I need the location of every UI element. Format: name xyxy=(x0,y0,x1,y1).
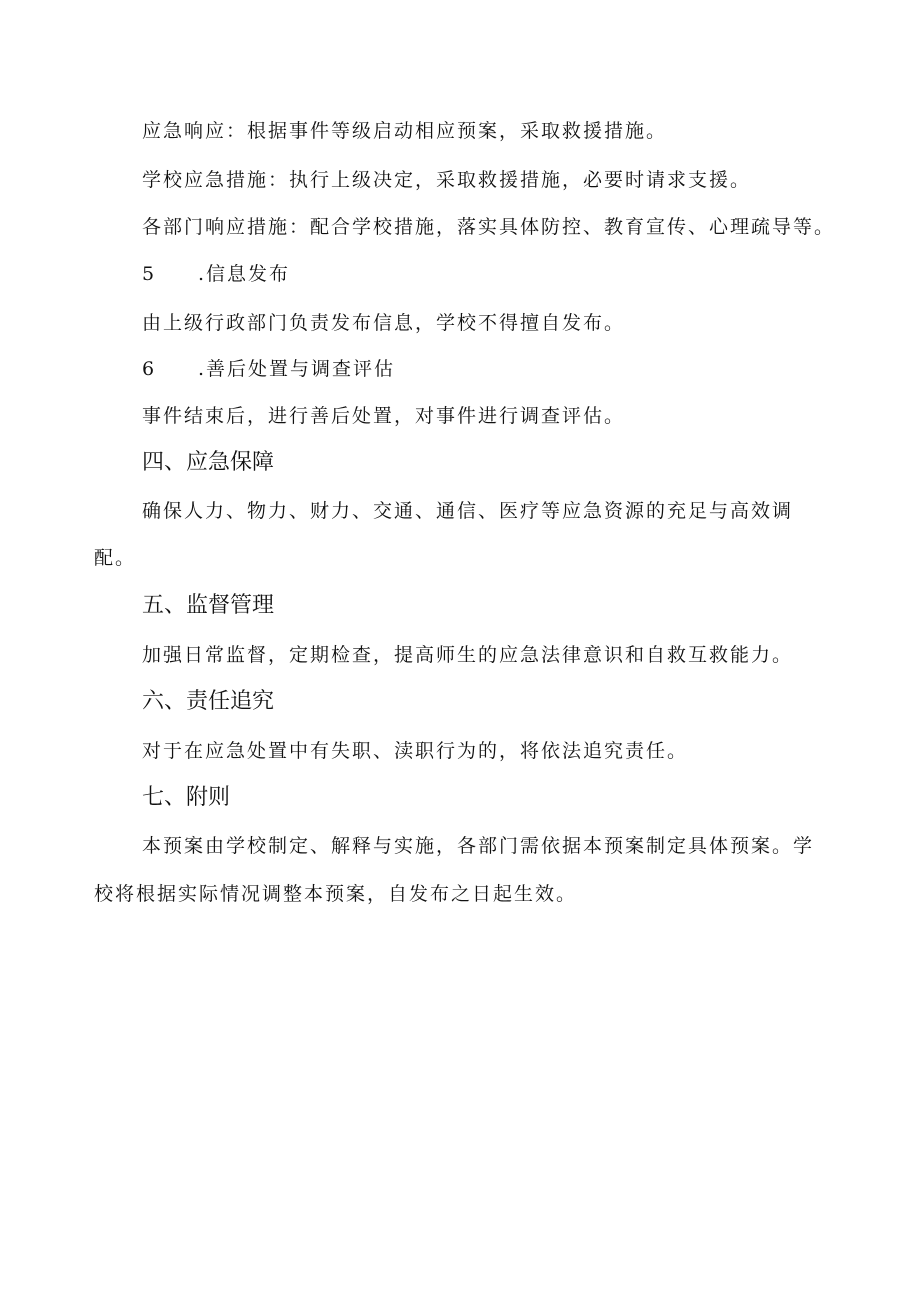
item-title: .信息发布 xyxy=(198,263,291,285)
paragraph-supervision: 加强日常监督，定期检查，提高师生的应急法律意识和自救互救能力。 xyxy=(142,644,794,666)
heading-emergency-support: 四、应急保障 xyxy=(142,450,275,475)
paragraph-emergency-response: 应急响应：根据事件等级启动相应预案，采取救援措施。 xyxy=(142,120,668,142)
section-item-6 xyxy=(142,356,395,382)
paragraph-info-release: 由上级行政部门负责发布信息，学校不得擅自发布。 xyxy=(142,312,626,334)
item-title: .善后处置与调查评估 xyxy=(198,358,396,380)
item-number: 5 xyxy=(142,263,157,285)
paragraph-school-measures: 学校应急措施：执行上级决定，采取救援措施，必要时请求支援。 xyxy=(142,169,752,191)
paragraph-aftermath: 事件结束后，进行善后处置，对事件进行调查评估。 xyxy=(142,405,626,427)
heading-appendix: 七、附则 xyxy=(142,785,231,810)
paragraph-resources-line1: 确保人力、物力、财力、交通、通信、医疗等应急资源的充足与高效调 xyxy=(142,500,794,522)
paragraph-appendix-line1: 本预案由学校制定、解释与实施，各部门需依据本预案制定具体预案。学 xyxy=(142,835,815,857)
paragraph-accountability: 对于在应急处置中有失职、渎职行为的，将依法追究责任。 xyxy=(142,740,689,762)
item-number: 6 xyxy=(142,358,157,380)
heading-supervision: 五、监督管理 xyxy=(142,593,275,618)
section-item-5 xyxy=(142,261,290,287)
paragraph-resources-line2: 配。 xyxy=(94,547,137,569)
heading-accountability: 六、责任追究 xyxy=(142,689,275,714)
paragraph-department-measures: 各部门响应措施：配合学校措施，落实具体防控、教育宣传、心理疏导等。 xyxy=(142,216,836,238)
paragraph-appendix-line2: 校将根据实际情况调整本预案，自发布之日起生效。 xyxy=(94,883,578,905)
